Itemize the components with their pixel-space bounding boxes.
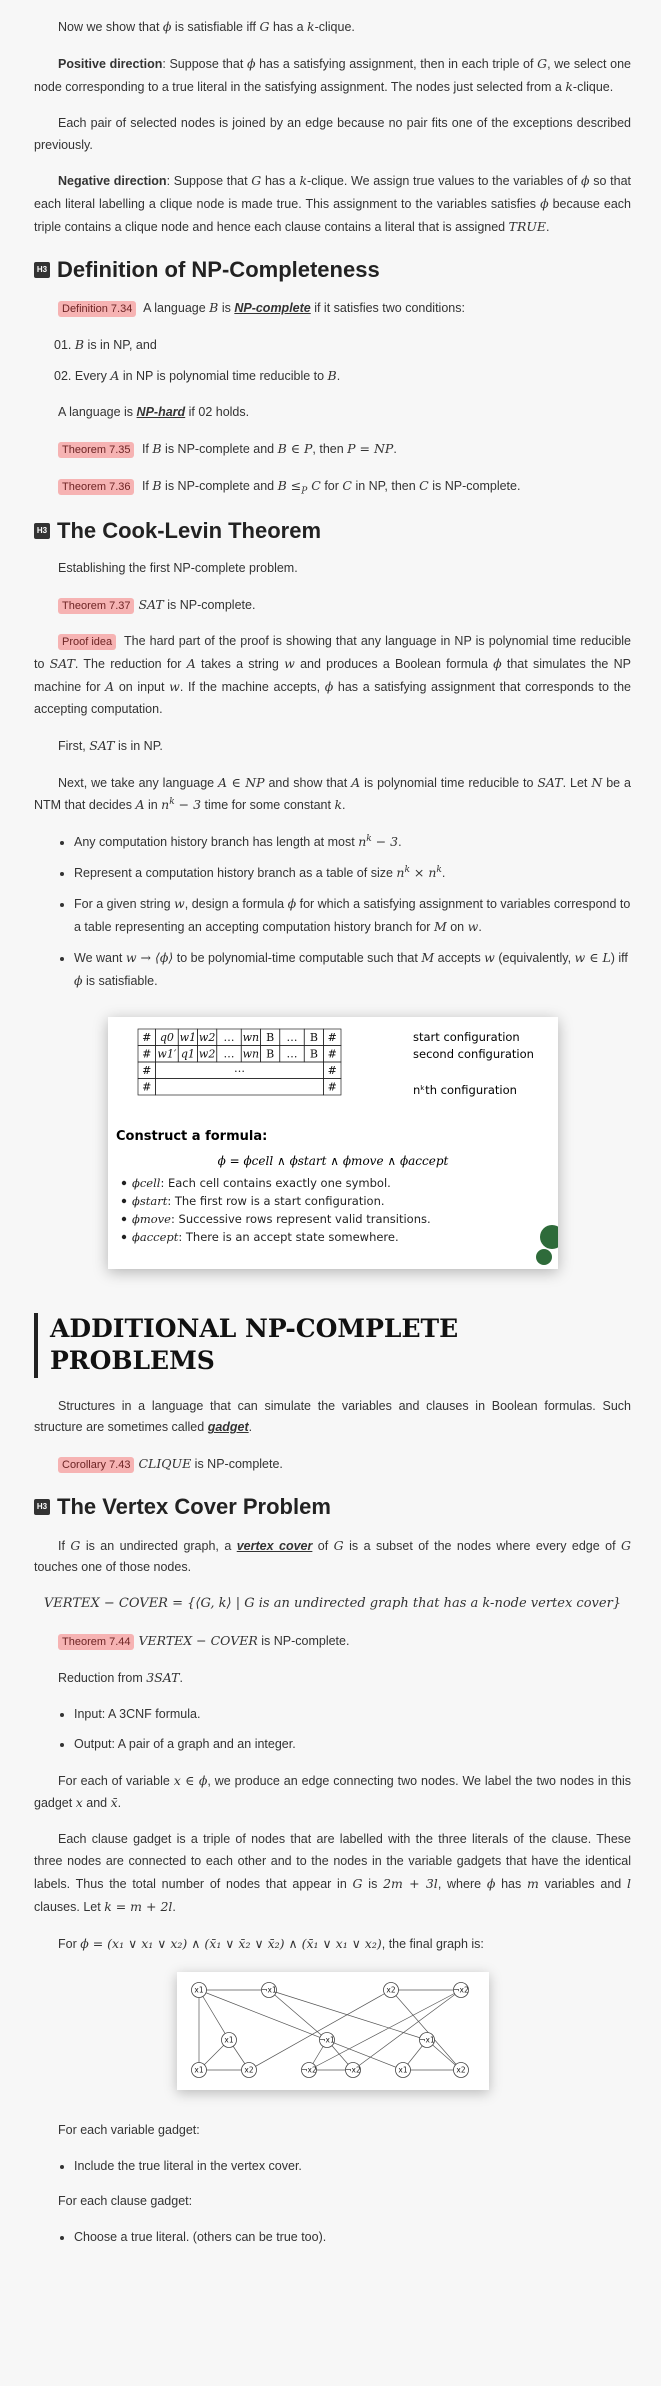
each-variable-list	[34, 2156, 631, 2178]
graph-edge	[269, 1990, 327, 2040]
pair-paragraph: Each pair of selected nodes is joined by an edge because no pair fits one of the exceptions described previously.	[34, 115, 631, 152]
each-clause-label: For each clause gadget:	[58, 2194, 193, 2209]
additional-heading: ADDITIONAL NP-COMPLETE PROBLEMS	[34, 1313, 631, 1378]
list-item: • Any computation history branch has length at most $n^k - 3$.	[74, 831, 631, 854]
vertex-cover-graph-figure	[177, 1972, 489, 2090]
cook-bullet-list	[34, 831, 631, 992]
list-item: • We want w → ⟨ϕ⟩ to be polynomial-time computable such that M accepts w (equivalently, w ∈ L) iff ϕ is satisfiable.	[74, 947, 631, 993]
slide-item: ϕmove: Successive rows represent valid transitions.	[131, 1211, 431, 1226]
slide-formula: ϕ = ϕcell ∧ ϕstart ∧ ϕmove ∧ ϕaccept	[217, 1153, 448, 1168]
slide-bullet-icon	[121, 1180, 125, 1184]
corollary-743: Corollary 7.43 CLIQUE is NP-complete.	[34, 1453, 631, 1476]
graph-node-label: ¬x2	[344, 2065, 361, 2075]
tableau-cell-text: #	[141, 1080, 151, 1094]
cook-levin-heading: H3 The Cook-Levin Theorem	[34, 518, 631, 544]
graph-node-label: ¬x1	[418, 2035, 435, 2045]
np-hard-paragraph: A language is NP-hard if 02 holds.	[58, 405, 250, 420]
list-item: 01. B is in NP, and	[54, 337, 157, 353]
tableau-cell-text: #	[327, 1063, 337, 1077]
npc-heading: H3 Definition of NP-Completeness	[34, 257, 631, 283]
graph-node-label: ¬x2	[300, 2065, 317, 2075]
each-variable-label: For each variable gadget:	[58, 2122, 200, 2137]
graph-edge	[199, 1990, 229, 2040]
list-item: • Output: A pair of a graph and an integer.	[74, 1734, 631, 1756]
theorem-badge: Theorem 7.37	[58, 598, 134, 614]
graph-node-label: ¬x2	[452, 1985, 469, 1995]
second-config-label: second configuration	[412, 1046, 534, 1061]
proof-idea-paragraph: Proof idea The hard part of the proof is showing that any language in NP is polynomial time reducible to SAT. The reduction for A takes a string w and produces a Boolean formula ϕ that simulates the NP machine for A on input w. If the machine accepts, ϕ has a satisfying assignment that corresponds to the accepting computation.	[34, 634, 632, 716]
gadget-link[interactable]: gadget	[207, 1420, 249, 1435]
start-config-label: start configuration	[412, 1029, 520, 1044]
np-hard-link[interactable]: NP-hard	[136, 405, 186, 420]
vertex-cover-link[interactable]: vertex cover	[236, 1538, 313, 1553]
intro-paragraph: Now we show that ϕ is satisfiable iff G has a k-clique.	[58, 19, 355, 34]
graph-edge	[309, 1990, 461, 2070]
h3-tag-icon: H3	[34, 1499, 50, 1515]
slide-item: ϕcell: Each cell contains exactly one symbol.	[131, 1175, 391, 1190]
tableau-cell	[155, 1078, 323, 1095]
theorem-737: Theorem 7.37 SAT is NP-complete.	[34, 594, 631, 617]
each-clause-list	[34, 2227, 631, 2249]
tableau-cell-text: B	[265, 1047, 274, 1061]
vertex-cover-equation: VERTEX − COVER = {⟨G, k⟩ | G is an undirected graph that has a k-node vertex cover}	[43, 1596, 622, 1612]
tableau-cell-text: w2	[198, 1047, 215, 1061]
next-paragraph: Next, we take any language A ∈ NP and show that A is polynomial time reducible to SAT. Let N be a NTM that decides A in $n^k - 3$ time for some constant k.	[34, 774, 631, 813]
tableau-cell-text: …	[286, 1030, 297, 1044]
slide-bullet-icon	[121, 1198, 125, 1202]
first-sat-paragraph: First, SAT is in NP.	[58, 737, 163, 753]
gadget-paragraph: Structures in a language that can simulate the variables and clauses in Boolean formulas. Such structure are sometimes called gadget.	[34, 1398, 631, 1435]
theorem-735: Theorem 7.35 If B is NP-complete and B ∈ P, then P = NP.	[34, 438, 631, 461]
graph-node-label: ¬x1	[260, 1985, 277, 1995]
graph-edge	[199, 1990, 403, 2070]
list-item: 02. Every A in NP is polynomial time reducible to B.	[54, 368, 341, 384]
graph-node-label: x2	[455, 2065, 466, 2075]
reduction-paragraph: Reduction from 3SAT.	[58, 1669, 183, 1685]
positive-direction-paragraph: Positive direction: Suppose that ϕ has a satisfying assignment, then in each triple of G, we select one node corresponding to a true literal in the satisfying assignment. The nodes just selected from a k-clique.	[34, 55, 631, 94]
list-item: • Choose a true literal. (others can be true too).	[74, 2227, 631, 2249]
slide-bullet-icon	[121, 1234, 125, 1238]
cook-intro: Establishing the first NP-complete problem.	[58, 561, 298, 576]
vertex-cover-definition: If G is an undirected graph, a vertex cover of G is a subset of the nodes where every edge of G touches one of those nodes.	[34, 1537, 632, 1575]
list-item: • Represent a computation history branch as a table of size $n^k \times n^k$.	[74, 862, 631, 885]
graph-node-label: x1	[193, 2065, 204, 2075]
tableau-cell-text: B	[309, 1030, 318, 1044]
logo-icon	[540, 1225, 558, 1249]
slide-item: ϕstart: The first row is a start configuration.	[131, 1193, 385, 1208]
definition-734: Definition 7.34 A language B is NP-complete if it satisfies two conditions:	[34, 297, 631, 320]
graph-node-label: ¬x1	[318, 2035, 335, 2045]
tableau-cell-text: #	[141, 1063, 151, 1077]
theorem-744: Theorem 7.44 VERTEX − COVER is NP-complete.	[34, 1630, 631, 1653]
tableau-cell-text: w1	[179, 1030, 196, 1044]
tableau-cell-text: B	[265, 1030, 274, 1044]
tableau-cell-text: #	[327, 1030, 337, 1044]
vertex-cover-graph	[177, 1972, 489, 2090]
cook-levin-slide-figure	[108, 1017, 558, 1269]
h3-tag-icon: H3	[34, 523, 50, 539]
np-complete-link[interactable]: NP-complete	[234, 301, 311, 316]
list-item: • For a given string w, design a formula ϕ for which a satisfying assignment to variables correspond to a table representing an accepting computation history branch for M on w.	[74, 893, 631, 939]
variable-gadget-paragraph: For each of variable x ∈ ϕ, we produce an edge connecting two nodes. We label the two nodes in this gadget x and x̄.	[34, 1772, 631, 1811]
tableau-cell-text: w2	[198, 1030, 215, 1044]
tableau-cell-text: #	[141, 1047, 151, 1061]
tableau-cell-text: …	[223, 1030, 234, 1044]
definition-badge: Definition 7.34	[58, 301, 136, 317]
graph-node-label: x1	[223, 2035, 234, 2045]
tableau-cell-text: q1	[180, 1047, 195, 1061]
tableau-cell-text: …	[286, 1047, 297, 1061]
vertex-cover-heading: H3 The Vertex Cover Problem	[34, 1494, 631, 1520]
tableau-cell-text: …	[223, 1047, 234, 1061]
graph-node-label: x1	[193, 1985, 204, 1995]
theorem-badge: Theorem 7.36	[58, 479, 134, 495]
slide-item: ϕaccept: There is an accept state somewhere.	[131, 1229, 399, 1244]
negative-direction-paragraph: Negative direction: Suppose that G has a k-clique. We assign true values to the variables of ϕ so that each literal labelling a clique node is made true. This assignment to the variables satisfies ϕ because each triple contains a clique node and hence each clause contains a literal that is assigned TRUE.	[34, 173, 631, 235]
theorem-736: Theorem 7.36 If B is NP-complete and $B \le_P$ C for C in NP, then C is NP-complete.	[34, 475, 631, 500]
tableau-slide	[108, 1017, 558, 1269]
tableau-cell-text: …	[233, 1061, 245, 1075]
list-item: • Input: A 3CNF formula.	[74, 1704, 631, 1726]
clause-gadget-paragraph: Each clause gadget is a triple of nodes that are labelled with the three literals of the clause. These three nodes are connected to each other and to the nodes in the variable gadgets that have the identical labels. Thus the total number of nodes that appear in G is 2m + 3l, where ϕ has m variables and l clauses. Let k = m + 2l.	[34, 1832, 631, 1914]
tableau-cell-text: wn	[242, 1047, 259, 1061]
graph-node-label: x2	[243, 2065, 254, 2075]
logo-icon	[536, 1249, 552, 1265]
graph-node-label: x1	[397, 2065, 408, 2075]
graph-edge	[391, 1990, 461, 2070]
construct-formula-title: Construct a formula:	[115, 1128, 267, 1144]
tableau-cell-text: #	[327, 1080, 337, 1094]
h3-tag-icon: H3	[34, 262, 50, 278]
io-list	[34, 1704, 631, 1756]
nk-config-label: nᵏth configuration	[412, 1082, 517, 1097]
tableau-cell-text: q0	[159, 1030, 174, 1044]
theorem-badge: Theorem 7.44	[58, 1634, 134, 1650]
list-item: • Include the true literal in the vertex cover.	[74, 2156, 631, 2178]
npc-conditions-list	[34, 334, 631, 388]
tableau-cell-text: B	[309, 1047, 318, 1061]
tableau-cell-text: #	[141, 1030, 151, 1044]
tableau-cell-text: w1′	[156, 1047, 176, 1061]
graph-node-label: x2	[385, 1985, 396, 1995]
theorem-badge: Theorem 7.35	[58, 442, 134, 458]
proof-badge: Proof idea	[58, 634, 116, 650]
example-formula-paragraph: For ϕ = (x₁ ∨ x₁ ∨ x₂) ∧ (x̄₁ ∨ x̄₂ ∨ x̄₂) ∧ (x̄₁ ∨ x₁ ∨ x₂), the final graph is:	[58, 1935, 484, 1951]
tableau-cell-text: wn	[242, 1030, 259, 1044]
corollary-badge: Corollary 7.43	[58, 1457, 134, 1473]
graph-edge	[269, 1990, 427, 2040]
slide-bullet-icon	[121, 1216, 125, 1220]
tableau-cell-text: #	[327, 1047, 337, 1061]
